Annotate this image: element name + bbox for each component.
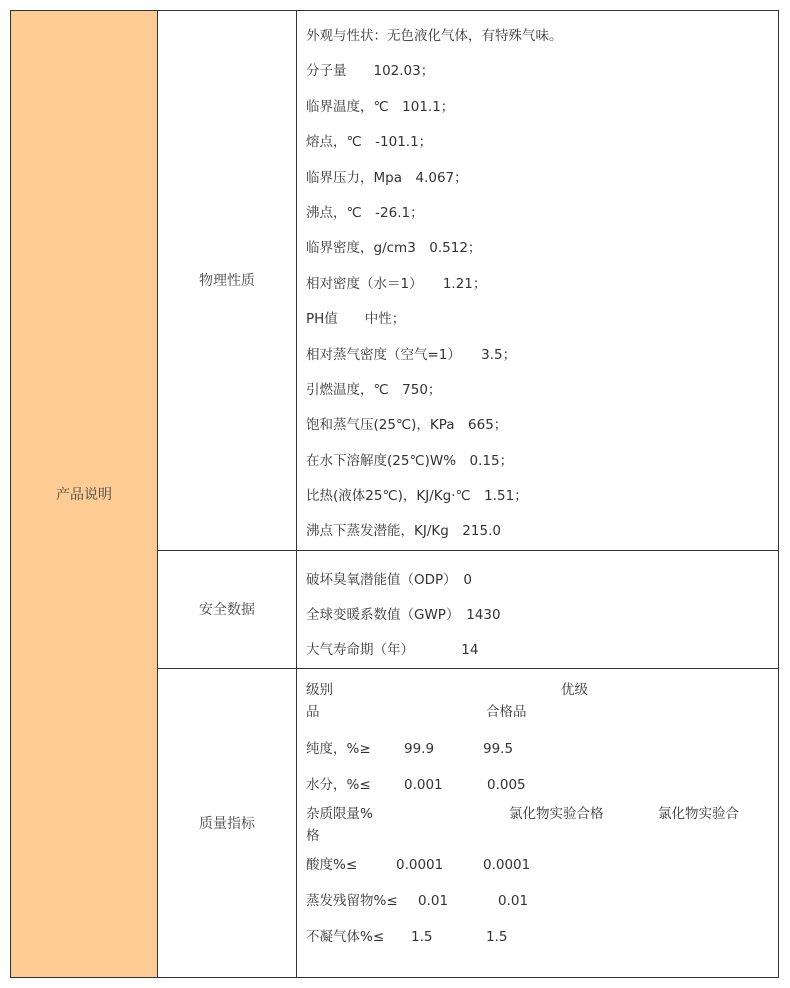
- physical-line: 分子量 102.03；: [306, 63, 435, 80]
- physical-properties-label: 物理性质: [199, 273, 255, 290]
- quality-row-name: 酸度%≤: [306, 856, 358, 873]
- physical-line: PH值 中性；: [306, 311, 406, 328]
- physical-properties-label-cell: [158, 11, 297, 551]
- physical-line: 外观与性状：无色液化气体，有特殊气味。: [306, 28, 563, 44]
- safety-data-label-cell: [158, 550, 297, 668]
- physical-line: 临界压力，Mpa 4.067；: [306, 169, 468, 186]
- quality-row-qualified: 0.01: [498, 892, 529, 909]
- physical-properties-content: [297, 11, 779, 551]
- quality-row: [306, 847, 778, 883]
- physical-line: 在水下溶解度(25℃)W% 0.15；: [306, 452, 514, 469]
- safety-line: 大气寿命期（年） 14: [306, 641, 479, 658]
- physical-line: 相对密度（水＝1） 1.21；: [306, 275, 487, 292]
- quality-index-label: 质量指标: [199, 815, 255, 832]
- physical-line: 相对蒸气密度（空气=1） 3.5；: [306, 346, 517, 363]
- quality-row: [306, 731, 778, 767]
- quality-row-name-wrap: 格: [306, 827, 320, 844]
- product-description-cell: [11, 11, 158, 978]
- quality-row-qualified: 氯化物实验合: [658, 805, 739, 822]
- safety-line: 破坏臭氧潜能值（ODP） 0: [306, 571, 473, 588]
- quality-row: [306, 883, 778, 919]
- quality-row: [306, 767, 778, 803]
- product-description-label: 产品说明: [56, 486, 112, 503]
- physical-line: 引燃温度，℃ 750；: [306, 381, 442, 398]
- level-header: 级别: [306, 681, 333, 698]
- qualified-header: 合格品: [486, 703, 527, 720]
- safety-data-content: [297, 550, 779, 668]
- quality-row-name: 水分，%≤: [306, 776, 371, 793]
- quality-row-name: 纯度，%≥: [306, 740, 371, 757]
- quality-row-name: 杂质限量%: [306, 805, 373, 822]
- physical-line: 临界温度，℃ 101.1；: [306, 98, 455, 115]
- quality-row-premium: 1.5: [411, 928, 433, 945]
- safety-data-label: 安全数据: [199, 602, 255, 619]
- premium-header: 优级: [561, 681, 588, 698]
- quality-row-qualified: 1.5: [486, 928, 508, 945]
- quality-row: [306, 803, 778, 847]
- quality-index-content: [297, 668, 779, 977]
- level-header-wrap: 品: [306, 703, 320, 720]
- spec-table: [10, 10, 779, 978]
- physical-line: 饱和蒸气压(25℃)，KPa 665；: [306, 417, 508, 434]
- quality-row-name: 不凝气体%≤: [306, 928, 385, 945]
- quality-index-label-cell: [158, 668, 297, 977]
- quality-row-premium: 氯化物实验合格: [509, 805, 604, 822]
- physical-line: 沸点下蒸发潜能，KJ/Kg 215.0: [306, 523, 501, 540]
- quality-row: [306, 919, 778, 955]
- physical-line: 比热(液体25℃)，KJ/Kg·℃ 1.51；: [306, 488, 528, 505]
- physical-line: 熔点，℃ -101.1；: [306, 134, 433, 151]
- physical-line: 临界密度，g/cm3 0.512；: [306, 240, 482, 257]
- quality-row-premium: 0.01: [418, 892, 449, 909]
- quality-header-row: [306, 679, 778, 723]
- quality-row-qualified: 0.0001: [483, 856, 531, 873]
- quality-row-premium: 99.9: [404, 740, 435, 757]
- quality-row-name: 蒸发残留物%≤: [306, 892, 398, 909]
- quality-row-premium: 0.0001: [396, 856, 444, 873]
- physical-line: 沸点，℃ -26.1；: [306, 204, 424, 221]
- safety-line: 全球变暖系数值（GWP） 1430: [306, 606, 501, 623]
- quality-row-qualified: 0.005: [487, 776, 526, 793]
- quality-row-qualified: 99.5: [483, 740, 514, 757]
- quality-row-premium: 0.001: [404, 776, 443, 793]
